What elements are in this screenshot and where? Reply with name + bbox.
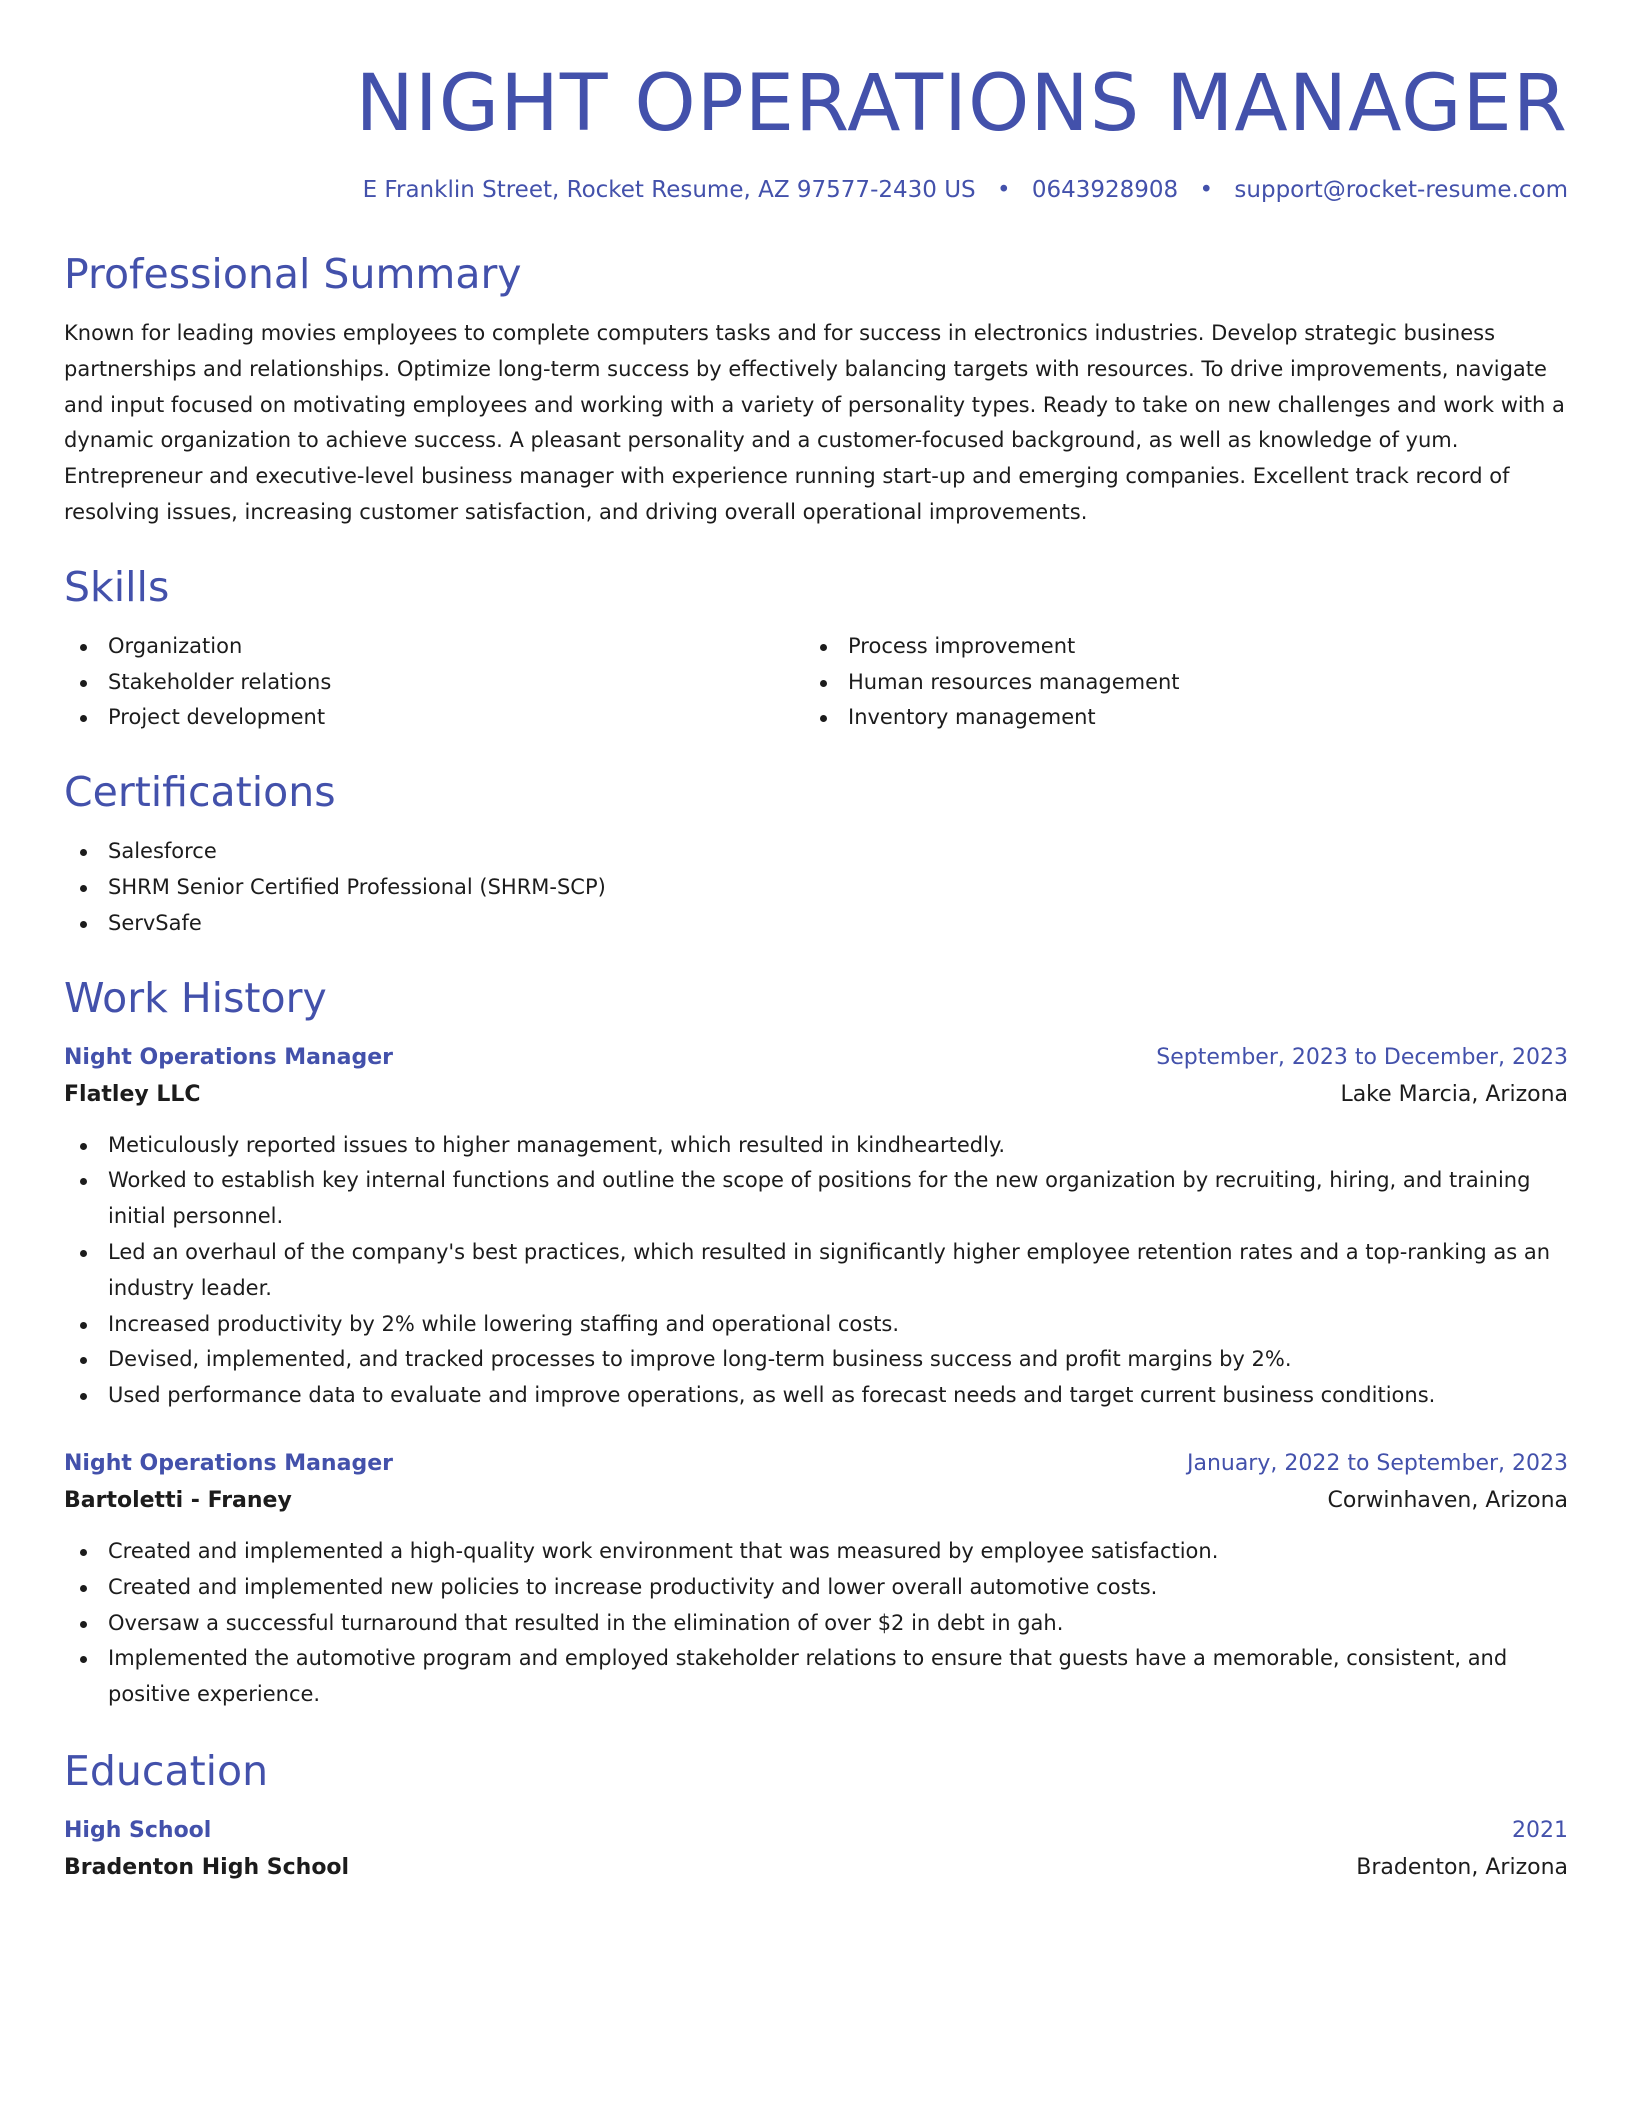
education-degree: High School: [64, 1817, 212, 1843]
job-bullet: Created and implemented a high-quality work environment that was measured by employee satisfaction.: [64, 1534, 1568, 1570]
summary-heading: Professional Summary: [64, 250, 522, 298]
job-company: Bartoletti - Franey: [64, 1487, 292, 1513]
job-company-row: [64, 1482, 1568, 1520]
job-bullet: Led an overhaul of the company's best practices, which resulted in significantly higher employee retention rates and a top-ranking as an industry leader.: [64, 1235, 1568, 1307]
education-entry: [64, 1813, 1568, 1887]
skills-column-right: [804, 629, 1544, 736]
skill-item: Process improvement: [804, 629, 1544, 665]
skills-list-left: [64, 629, 804, 736]
education-heading: Education: [64, 1746, 269, 1795]
resume-header: [64, 52, 1568, 206]
job-bullet: Implemented the automotive program and employed stakeholder relations to ensure that guests have a memorable, consistent, and positive experience.: [64, 1641, 1568, 1713]
skill-item: Organization: [64, 629, 804, 665]
skills-column-left: [64, 629, 804, 736]
skill-item: Inventory management: [804, 700, 1544, 736]
certifications-list: [64, 834, 1568, 941]
education-header-row: [64, 1813, 1568, 1849]
certification-item: ServSafe: [64, 906, 1568, 942]
contact-line: [64, 174, 1568, 206]
skill-item: Project development: [64, 700, 804, 736]
skills-columns: [64, 629, 1568, 736]
skill-item: Human resources management: [804, 665, 1544, 701]
job-bullet: Increased productivity by 2% while lowering staffing and operational costs.: [64, 1307, 1568, 1343]
summary-text: Known for leading movies employees to complete computers tasks and for success in electronics industries. Develop strategic business partnerships and relationships. Optimize long-term success by effectively balancing targets with resources. To drive improvements, navigate and input focused on motivating employees and working with a variety of personality types. Ready to take on new challenges and work with a dynamic organization to achieve success. A pleasant personality and a customer-focused background, as well as knowledge of yum. Entrepreneur and executive-level business manager with experience running start-up and emerging companies. Excellent track record of resolving issues, increasing customer satisfaction, and driving overall operational improvements.: [64, 321, 1565, 524]
job-bullet: Meticulously reported issues to higher management, which resulted in kindheartedly.: [64, 1128, 1568, 1164]
job-header-row: [64, 1446, 1568, 1482]
job-bullets: [64, 1128, 1568, 1414]
job-title: Night Operations Manager: [64, 1044, 393, 1070]
job-bullet: Devised, implemented, and tracked processes to improve long-term business success and profit margins by 2%.: [64, 1342, 1568, 1378]
contact-separator: •: [996, 177, 1011, 203]
certifications-section: [64, 764, 1568, 941]
skill-item: Stakeholder relations: [64, 665, 804, 701]
job-bullet: Used performance data to evaluate and improve operations, as well as forecast needs and target current business conditions.: [64, 1378, 1568, 1414]
job-entry: [64, 1446, 1568, 1713]
summary-section: [64, 246, 1568, 531]
job-bullet: Worked to establish key internal functions and outline the scope of positions for the new organization by recruiting, hiring, and training initial personnel.: [64, 1163, 1568, 1235]
candidate-name: NIGHT OPERATIONS MANAGER: [355, 59, 1568, 149]
job-company: Flatley LLC: [64, 1081, 201, 1107]
contact-separator: •: [1199, 177, 1214, 203]
contact-email[interactable]: support@rocket-resume.com: [1234, 177, 1568, 203]
education-year: 2021: [1512, 1817, 1568, 1843]
job-company-row: [64, 1076, 1568, 1114]
certification-item: Salesforce: [64, 834, 1568, 870]
contact-address: E Franklin Street, Rocket Resume, AZ 97577-2430 US: [362, 177, 976, 203]
job-location: Lake Marcia, Arizona: [1340, 1081, 1568, 1107]
job-bullet: Oversaw a successful turnaround that resulted in the elimination of over $2 in debt in gah.: [64, 1606, 1568, 1642]
work-history-heading: Work History: [64, 973, 327, 1022]
certification-item: SHRM Senior Certified Professional (SHRM-SCP): [64, 870, 1568, 906]
skills-heading: Skills: [64, 562, 170, 611]
job-bullets: [64, 1534, 1568, 1713]
education-section: [64, 1743, 1568, 1887]
education-school-row: [64, 1849, 1568, 1887]
education-school: Bradenton High School: [64, 1854, 350, 1880]
contact-phone: 0643928908: [1031, 177, 1179, 203]
job-location: Corwinhaven, Arizona: [1327, 1487, 1568, 1513]
job-dates: January, 2022 to September, 2023: [1186, 1450, 1568, 1476]
job-dates: September, 2023 to December, 2023: [1156, 1044, 1568, 1070]
certifications-heading: Certifications: [64, 768, 336, 817]
job-entry: [64, 1040, 1568, 1414]
education-location: Bradenton, Arizona: [1356, 1854, 1568, 1880]
job-bullet: Created and implemented new policies to increase productivity and lower overall automotive costs.: [64, 1570, 1568, 1606]
skills-list-right: [804, 629, 1544, 736]
job-title: Night Operations Manager: [64, 1450, 393, 1476]
skills-section: [64, 559, 1568, 736]
job-header-row: [64, 1040, 1568, 1076]
work-history-section: [64, 970, 1568, 1713]
